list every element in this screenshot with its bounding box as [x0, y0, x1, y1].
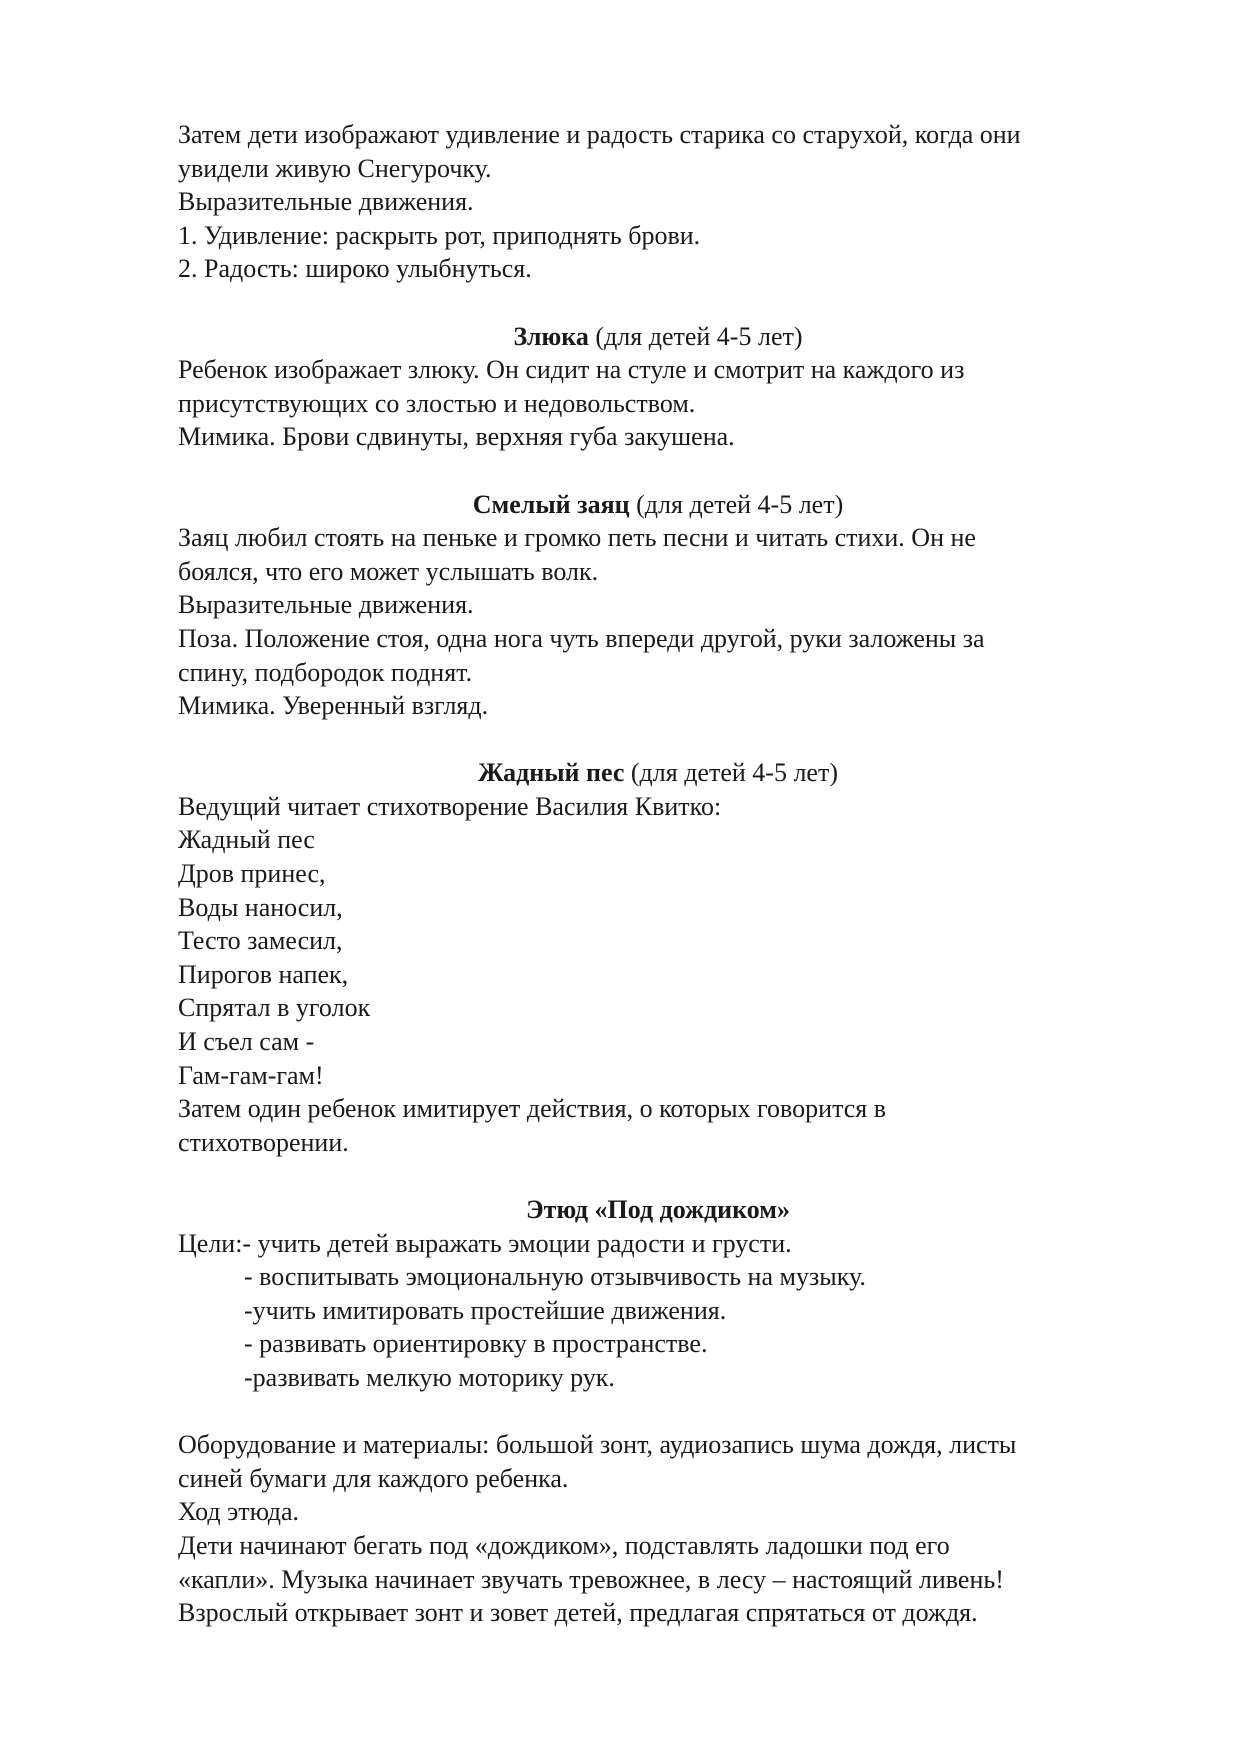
paragraph-line: Заяц любил стоять на пеньке и громко петь песни и читать стихи. Он не [178, 523, 976, 553]
paragraph-line: Затем дети изображают удивление и радость старика со старухой, когда они [178, 120, 1021, 149]
paragraph-line: Ход этюда. [178, 1497, 300, 1527]
section-brave-hare [178, 488, 1138, 723]
paragraph-line: присутствующих со злостью и недовольством. [178, 388, 696, 418]
paragraph-line: Взрослый открывает зонт и зовет детей, предлагая спрятаться от дождя. [178, 1598, 978, 1628]
paragraph-line: «капли». Музыка начинает звучать тревожнее, в лесу – настоящий ливень! [178, 1564, 1004, 1594]
section-subtitle: (для детей 4-5 лет) [624, 758, 838, 788]
paragraph-line: Поза. Положение стоя, одна нога чуть впереди другой, руки заложены за [178, 623, 985, 653]
goal-item: -развивать мелкую моторику рук. [244, 1362, 615, 1392]
paragraph-line: Мимика. Брови сдвинуты, верхняя губа закушена. [178, 422, 735, 452]
spacer [178, 723, 1138, 757]
section-heading [178, 488, 1138, 522]
poem-line: Дров принес, [178, 859, 326, 889]
section-heading [178, 756, 1138, 790]
spacer [178, 1159, 1138, 1193]
section-heading [178, 320, 1138, 354]
spacer [178, 454, 1138, 488]
spacer [178, 286, 1138, 320]
intro-block [178, 118, 1138, 286]
poem-line: Пирогов напек, [178, 959, 349, 989]
paragraph-line: Выразительные движения. [178, 590, 474, 620]
section-subtitle: (для детей 4-5 лет) [629, 489, 844, 519]
paragraph-line: синей бумаги для каждого ребенка. [178, 1463, 569, 1493]
paragraph-line: стихотворении. [178, 1127, 349, 1157]
section-title: Этюд «Под дождиком» [526, 1195, 790, 1224]
poem-line: И съел сам - [178, 1027, 315, 1057]
paragraph-line: Ведущий читает стихотворение Василия Квитко: [178, 791, 722, 821]
poem-line: Воды наносил, [178, 892, 343, 922]
paragraph-line: боялся, что его может услышать волк. [178, 556, 599, 586]
goal-item: - развивать ориентировку в пространстве. [244, 1329, 708, 1359]
paragraph-line: Затем один ребенок имитирует действия, о которых говорится в [178, 1094, 887, 1124]
poem-line: Жадный пес [178, 825, 315, 855]
paragraph-line: 2. Радость: широко улыбнуться. [178, 254, 532, 284]
section-under-rain [178, 1193, 1138, 1630]
paragraph-line: 1. Удивление: раскрыть рот, приподнять брови. [178, 220, 701, 250]
paragraph-line: Ребенок изображает злюку. Он сидит на стуле и смотрит на каждого из [178, 355, 965, 385]
paragraph-line: Мимика. Уверенный взгляд. [178, 691, 489, 721]
document-body [178, 118, 1138, 1630]
paragraph-line: спину, подбородок поднят. [178, 657, 473, 687]
section-title: Смелый заяц [472, 489, 630, 519]
goal-item: -учить имитировать простейшие движения. [244, 1295, 727, 1325]
goal-item: - воспитывать эмоциональную отзывчивость на музыку. [244, 1262, 866, 1292]
paragraph-line: Оборудование и материалы: большой зонт, аудиозапись шума дождя, листы [178, 1430, 1017, 1460]
poem-line: Тесто замесил, [178, 926, 343, 956]
section-title: Жадный пес [478, 758, 625, 788]
section-greedy-dog [178, 756, 1138, 1159]
section-title: Злюка [513, 321, 589, 351]
poem-line: Спрятал в уголок [178, 993, 371, 1023]
section-zlyuka [178, 320, 1138, 454]
poem-line: Гам-гам-гам! [178, 1060, 324, 1090]
spacer [178, 1395, 1138, 1429]
section-subtitle: (для детей 4-5 лет) [588, 321, 803, 351]
goals-line: Цели:- учить детей выражать эмоции радости и грусти. [178, 1228, 792, 1258]
paragraph-line: Выразительные движения. [178, 187, 474, 217]
section-heading [178, 1193, 1138, 1227]
paragraph-line: увидели живую Снегурочку. [178, 153, 492, 183]
paragraph-line: Дети начинают бегать под «дождиком», подставлять ладошки под его [178, 1530, 950, 1560]
